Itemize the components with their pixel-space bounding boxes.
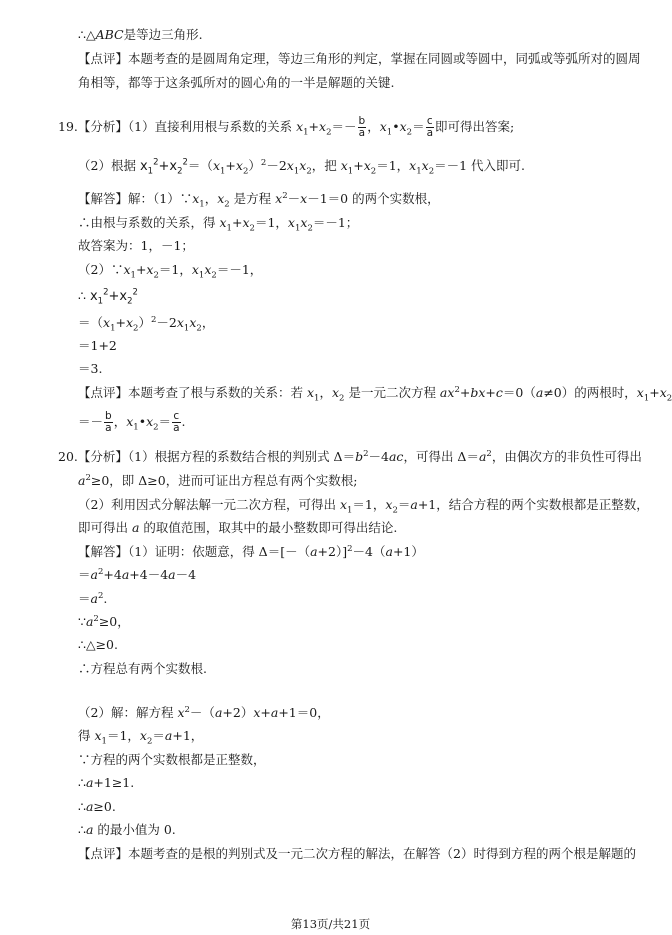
- q20-analysis-3: （2）利用因式分解法解一元二次方程，可得出 $x_1=1$，$x_2=a+1$，结合方程的两个实数根都是正整数，: [78, 497, 649, 516]
- q20-solution-12: ∴a 的最小值为 0.: [78, 822, 176, 837]
- q19-comment-2: ＝－ $\frac{b}{a}$ ，$x_1•x_2=$ $\frac{c}{a}$ .: [78, 410, 186, 434]
- q20-solution-2: $=a^2+4a+4-4a-4$: [78, 566, 197, 582]
- q20-analysis-4: 即可得出 a 的取值范围，取其中的最小整数即可得出结论.: [78, 520, 398, 535]
- q19-solution-8: ＝3.: [78, 361, 103, 376]
- conclusion-line: ∴△ABC是等边三角形.: [78, 27, 203, 42]
- q19-solution-4: $(2)\because x_1+x_2=1$，$x_1x_2=-1$，: [78, 262, 263, 281]
- q20-analysis-1: 20.【分析】（1）根据方程的系数结合根的判别式 $\Delta=b^2-4ac$，可得出 $\Delta=a^2$，由偶次方的非负性可得出: [58, 448, 642, 464]
- q19-analysis-2: （2）根据 $x_1^2+x_2^2=(x_1+x_2)^2-2x_1x_2$，把 $x_1+x_2=1$，$x_1x_2=-1$ 代入即可.: [78, 157, 526, 177]
- q19-solution-5: ∴ $x_1^2+x_2^2$: [78, 287, 138, 307]
- q20-solution-11: ∴a≥0.: [78, 799, 116, 814]
- q19-analysis-1: 19.【分析】（1）直接利用根与系数的关系 $x_1+x_2=-$ $\frac{b}{a}$ ，$x_1•x_2=$ $\frac{c}{a}$ 即可得出答案;: [58, 115, 515, 139]
- q20-solution-6: ∴方程总有两个实数根.: [78, 661, 207, 676]
- q19-solution-7: ＝1+2: [78, 338, 117, 353]
- q19-comment-1: 【点评】本题考查了根与系数的关系：若 $x_1$，$x_2$ 是一元二次方程 $ax^2+bx+c=0(a\ne 0)$的两根时，$x_1+x_2$: [78, 384, 672, 404]
- q20-solution-4: $\because a^2\ge 0$，: [78, 613, 130, 629]
- q19-solution-2: ∴由根与系数的关系，得 $x_1+x_2=1$，$x_1x_2=-1$；: [78, 215, 359, 234]
- q20-solution-3: $=a^2$.: [78, 590, 108, 606]
- q19-solution-1: 【解答】解：$(1)\because x_1$，$x_2$ 是方程 $x^2-x-1=0$ 的两个实数根，: [78, 190, 440, 210]
- q20-solution-8: 得 $x_1=1$，$x_2=a+1$，: [78, 728, 204, 747]
- q20-solution-9: ∵方程的两个实数根都是正整数，: [78, 752, 266, 767]
- q20-solution-5: ∴△≥0.: [78, 637, 118, 652]
- page-footer: 第13页/共21页: [290, 917, 371, 931]
- q19-solution-6: $=(x_1+x_2)^2-2x_1x_2$，: [78, 314, 215, 334]
- q19-solution-3: 故答案为：1，－1；: [78, 238, 194, 253]
- q20-solution-10: ∴a+1≥1.: [78, 775, 135, 790]
- comment-line-2: 角相等，都等于这条弧所对的圆心角的一半是解题的关键.: [78, 75, 395, 90]
- q20-analysis-2: $a^2\ge 0$，即 Δ≥0，进而可证出方程总有两个实数根;: [78, 472, 358, 488]
- q20-solution-1: 【解答】（1）证明：依题意，得 $\Delta=[-(a+2)]^2-4(a+1)$: [78, 543, 424, 559]
- q20-solution-7: （2）解：解方程 $x^2-(a+2)x+a+1=0$，: [78, 704, 330, 720]
- q20-comment-1: 【点评】本题考查的是根的判别式及一元二次方程的解法，在解答（2）时得到方程的两个根是解题的: [78, 846, 636, 861]
- comment-line-1: 【点评】本题考查的是圆周角定理，等边三角形的判定，掌握在同圆或等圆中，同弧或等弧所对的圆周: [78, 51, 641, 66]
